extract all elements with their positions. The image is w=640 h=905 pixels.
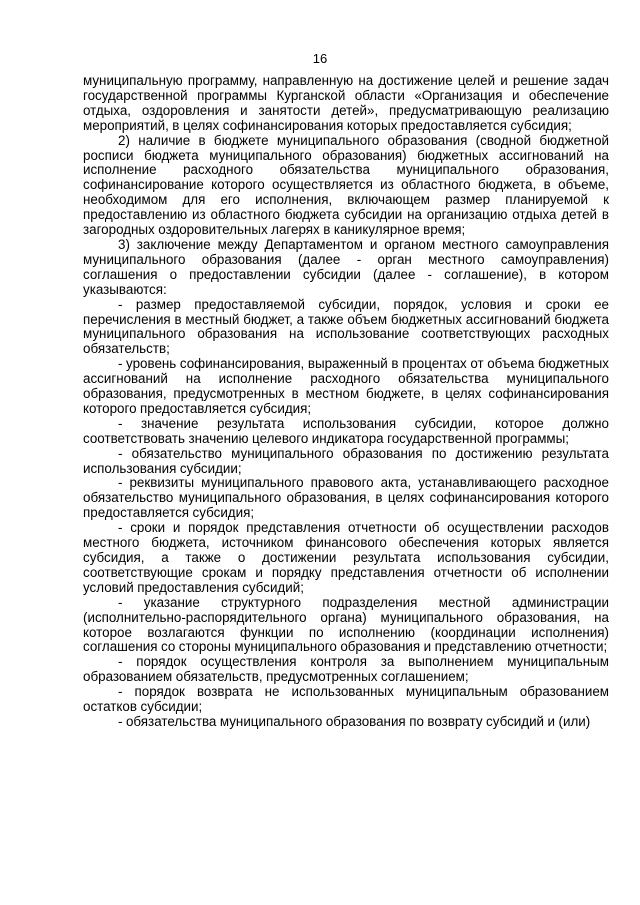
list-item-return-obligations: - обязательства муниципального образования по возврату субсидий и (или) (118, 713, 591, 729)
list-item-legal-act-details: - реквизиты муниципального правового акта, устанавливающего расходное обязательство муниципального образования, в целях софинансирования которого предоставляется субсидия; (83, 475, 609, 521)
list-item-reporting-terms: - сроки и порядок представления отчетности об осуществлении расходов местного бюджета, источником финансового обеспечения которых является субсидия, а также о достижении результата использования субсидии, соответствующие срокам и порядку представления отчетности об исполнении условий предоставления субсидий; (83, 520, 609, 595)
list-item-cofinancing-level: - уровень софинансирования, выраженный в процентах от объема бюджетных ассигнований на исполнение расходного обязательства муниципального образования, предусмотренных в местном бюджете, в целях софинансирования которого предоставляется субсидия; (83, 356, 609, 416)
list-item-result-value: - значение результата использования субсидии, которое должно соответствовать значению целевого индикатора государственной программы; (83, 415, 609, 446)
paragraph-condition-3: 3) заключение между Департаментом и органом местного самоуправления муниципального образования (далее - орган местного самоуправления) соглашения о предоставлении субсидии (далее - соглашение), в котором указываются: (83, 236, 609, 297)
paragraph-condition-2: 2) наличие в бюджете муниципального образования (сводной бюджетной росписи бюджета муниципального образования) бюджетных ассигнований на исполнение расходного обязательства муниципального образования, софинансирование которого осуществляется из областного бюджета, в объеме, необходимом для его исполнения, включающем размер планируемой к предоставлению из областного бюджета субсидии на организацию отдыха детей в загородных оздоровительных лагерях в каникулярное время; (83, 132, 609, 238)
list-item-control-procedure: - порядок осуществления контроля за выполнением муниципальным образованием обязательств, предусмотренных соглашением; (83, 654, 609, 685)
list-item-subsidy-amount: - размер предоставляемой субсидии, порядок, условия и сроки ее перечисления в местный бюджет, а также объем бюджетных ассигнований бюджета муниципального образования на использование соответствующих расходных обязательств; (83, 296, 609, 357)
list-item-return-procedure: - порядок возврата не использованных муниципальным образованием остатков субсидии; (83, 684, 609, 715)
list-item-responsible-unit: - указание структурного подразделения местной администрации (исполнительно-распорядительного органа) муниципального образования, на которое возлагаются функции по исполнению (координации исполнения) соглашения со стороны муниципального образования и представлению отчетности; (83, 594, 609, 655)
document-body (83, 74, 609, 730)
page-number: 16 (312, 51, 328, 66)
list-item-result-obligation: - обязательство муниципального образования по достижению результата использования субсидии; (83, 445, 609, 476)
paragraph-program-continuation: муниципальную программу, направленную на достижение целей и решение задач государственной программы Курганской области «Организация и обеспечение отдыха, оздоровления и занятости детей», предусматривающую реализацию мероприятий, в целях софинансирования которых предоставляется субсидия; (83, 73, 609, 133)
